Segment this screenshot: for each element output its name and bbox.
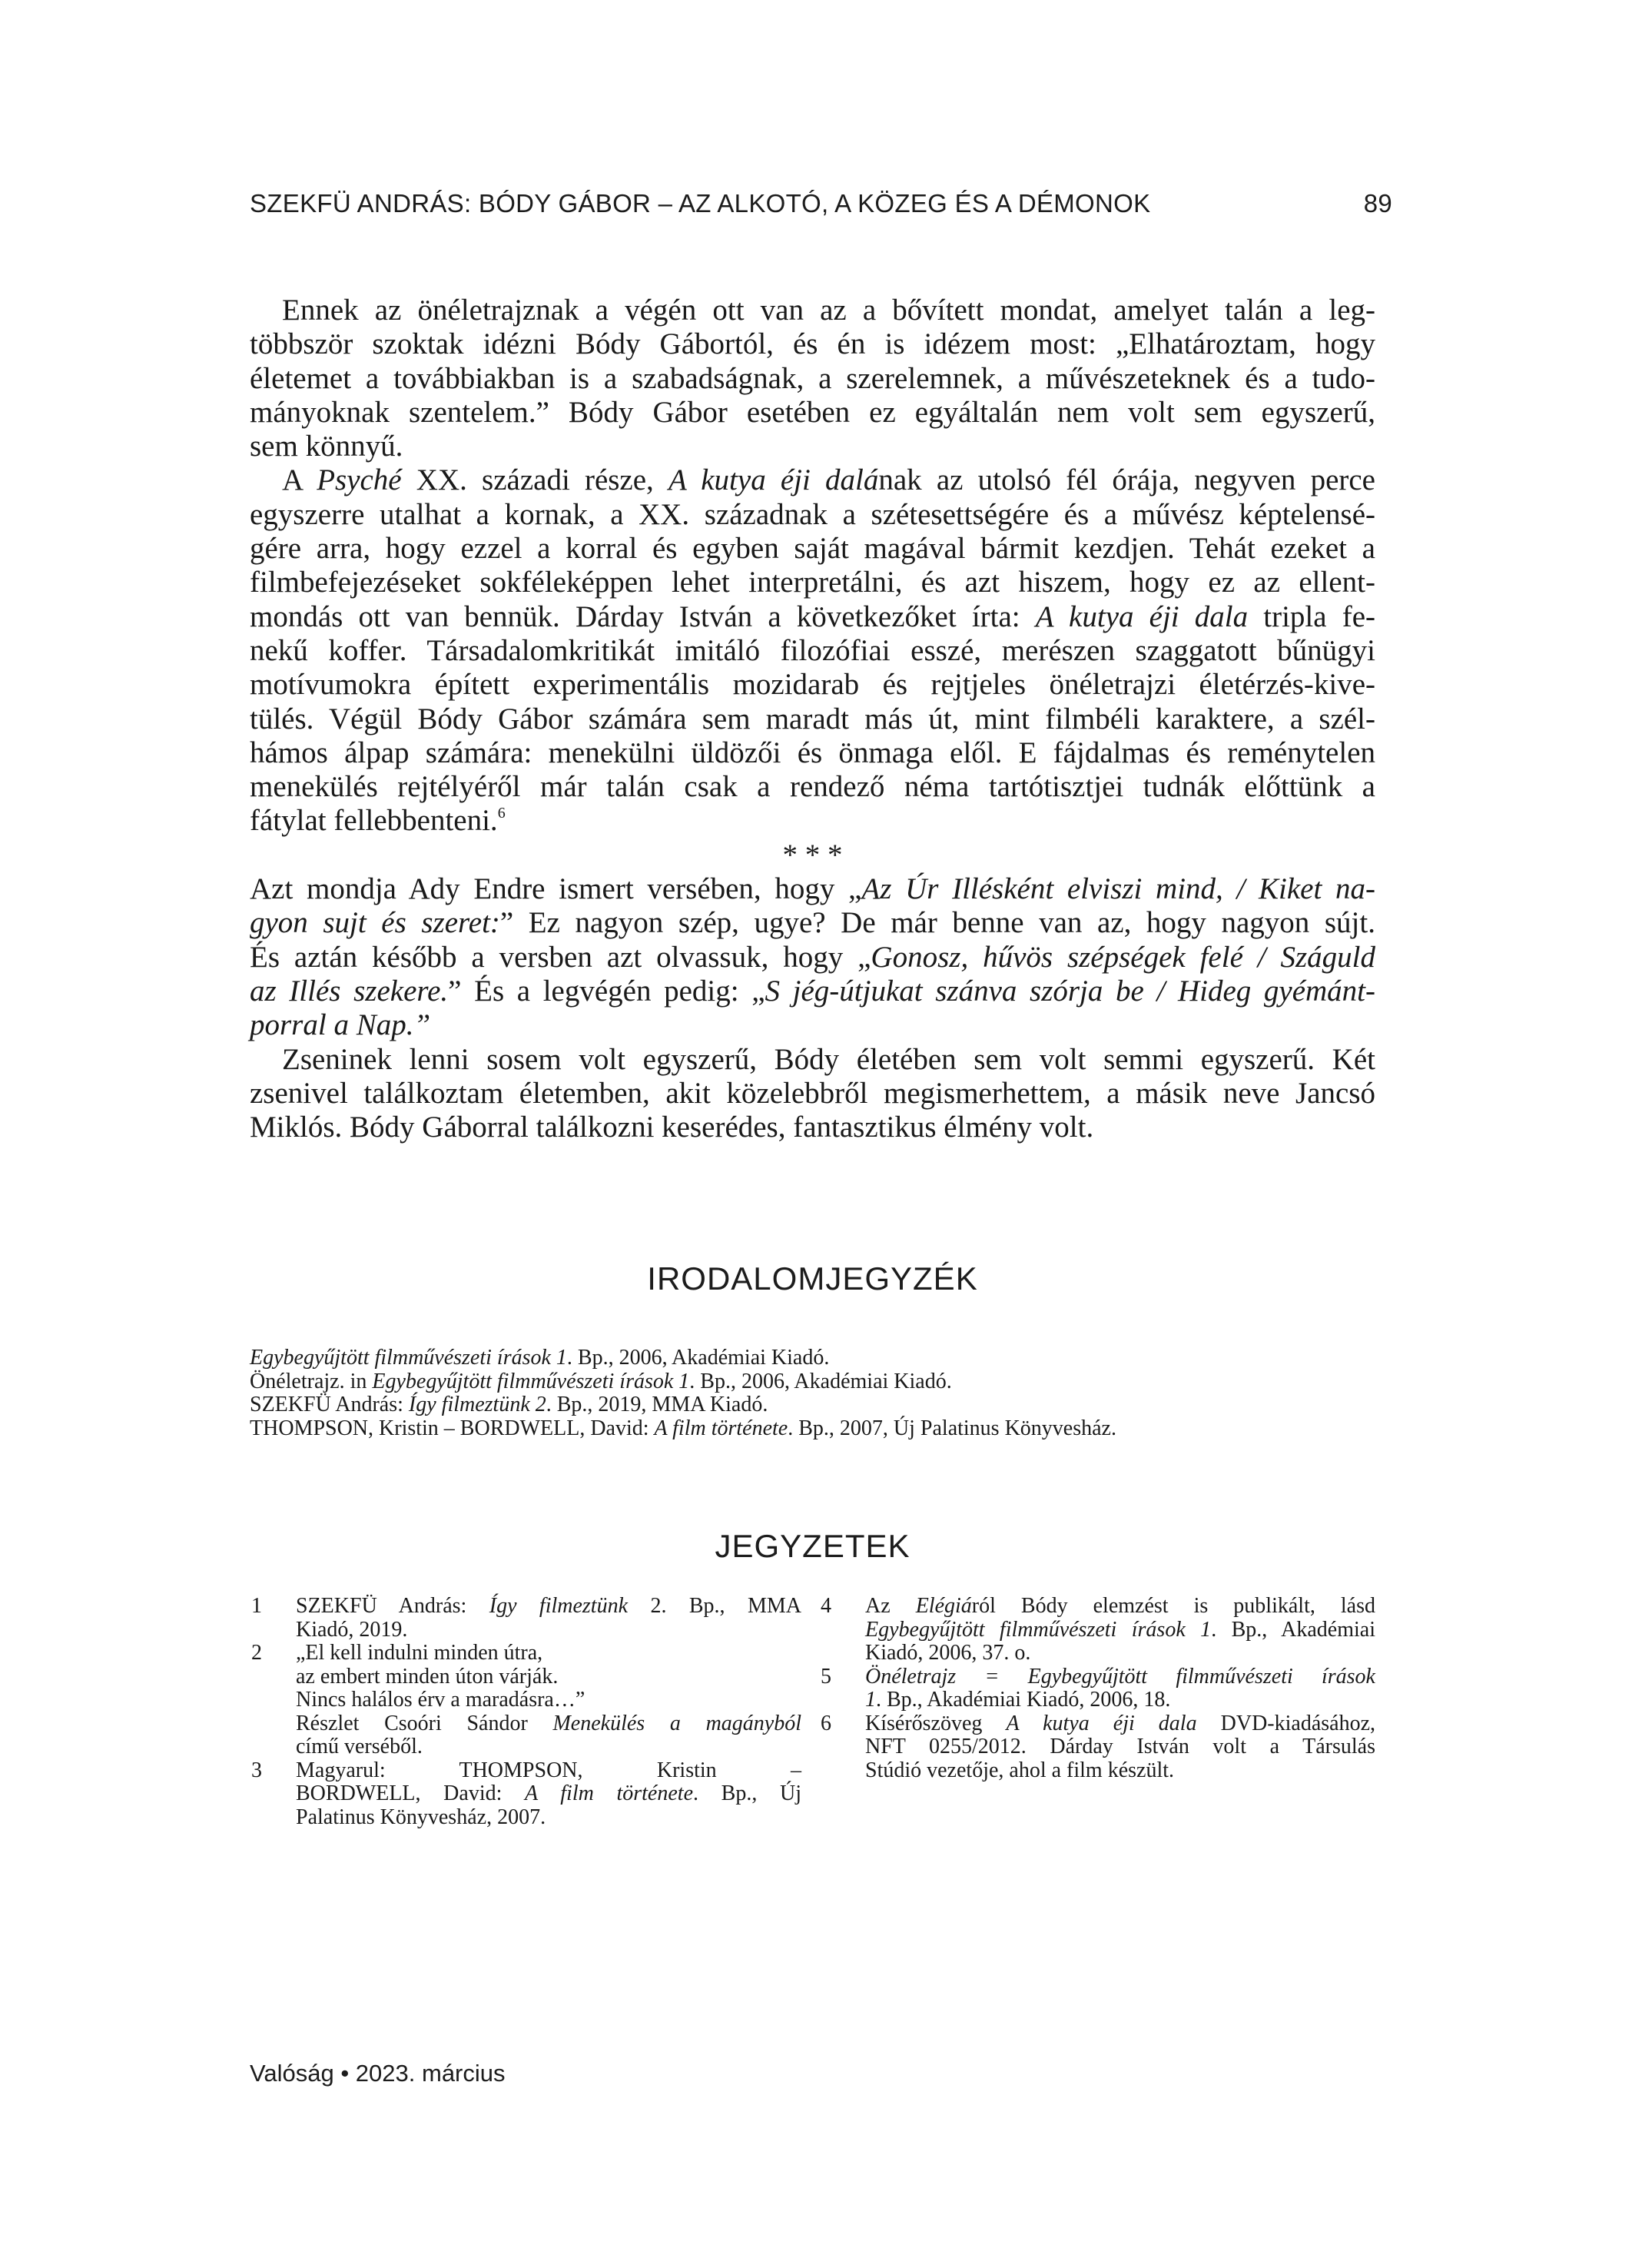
text: Kiadó, 2006, 37. o. (865, 1641, 1031, 1665)
footnote-line (296, 1712, 801, 1736)
italic-text: Egybegyűjtött filmművészeti írások 1 (250, 1346, 567, 1370)
footnote-line (865, 1665, 1375, 1689)
text: . Bp., 2019, MMA Kiadó. (546, 1393, 768, 1416)
text: hámos álpap számára: menekülni üldözői és önmaga elől. E fájdalmas és reménytelen (250, 736, 1375, 769)
italic-text: porral a Nap.” (250, 1008, 431, 1042)
body-line (250, 1008, 1375, 1042)
italic-text: Így filmeztünk 2 (408, 1393, 546, 1416)
italic-text: Menekülés a magányból (552, 1711, 801, 1735)
text: Zseninek lenni sosem volt egyszerű, Bódy életében sem volt semmi egyszerű. Két (282, 1042, 1375, 1076)
body-line (250, 668, 1375, 702)
italic-text: Egybegyűjtött filmművészeti írások 1 (865, 1617, 1212, 1642)
body-line (250, 498, 1375, 532)
footnote-line (865, 1595, 1375, 1619)
body-line (250, 566, 1375, 599)
italic-text: 1 (865, 1688, 876, 1712)
notes-column-right (821, 1595, 1375, 1782)
text: tülés. Végül Bódy Gábor számára sem maradt más út, mint filmbéli karaktere, a szél- (250, 702, 1375, 736)
footnote-line (296, 1759, 801, 1783)
body-line (250, 327, 1375, 361)
footnote-item (251, 1595, 801, 1642)
footnote-number: 1 (251, 1594, 262, 1618)
body-line (250, 804, 1375, 838)
italic-text: Így filmeztünk (489, 1594, 629, 1618)
text: mondás ott van bennük. Dárday István a következőket írta: (250, 599, 1036, 633)
bibliography-entry (250, 1370, 1375, 1394)
text: Kísérőszöveg (865, 1711, 1007, 1735)
text: motívumokra épített experimentális mozidarab és rejtjeles önéletrajzi életérzés-kive- (250, 668, 1375, 702)
body-line (250, 294, 1375, 327)
text: az embert minden úton várják. (296, 1664, 559, 1689)
italic-text: A kutya éji dala (1035, 599, 1249, 633)
footnote-line (865, 1759, 1375, 1783)
footnote-line (865, 1712, 1375, 1736)
italic-text: Elégiá (915, 1594, 972, 1618)
text: mányoknak szentelem.” Bódy Gábor esetében ez egyáltalán nem volt sem egyszerű, (250, 395, 1375, 429)
text: Ennek az önéletrajznak a végén ott van az a bővített mondat, amelyet talán a leg- (282, 294, 1375, 327)
running-header-title: SZEKFÜ ANDRÁS: BÓDY GÁBOR – AZ ALKOTÓ, A KÖZEG ÉS A DÉMONOK (250, 189, 1151, 218)
text: SZEKFÜ András: (296, 1594, 489, 1618)
bibliography-list (250, 1347, 1375, 1440)
body-line (250, 736, 1375, 770)
footnote-line (296, 1642, 801, 1665)
body-line (250, 634, 1375, 668)
footnote-line (296, 1665, 801, 1689)
text: „El kell indulni minden útra, (296, 1641, 543, 1665)
footnote-number: 3 (251, 1758, 262, 1782)
text: . Bp., Akadémiai (1211, 1617, 1375, 1642)
body-line (250, 770, 1375, 804)
text: egyszerre utalhat a kornak, a XX. századnak a szétesettségére és a művész képtelensé- (250, 497, 1375, 531)
body-line (250, 532, 1375, 566)
footnote-item (251, 1642, 801, 1759)
bibliography-heading: IRODALOMJEGYZÉK (647, 1260, 978, 1297)
article-body (250, 294, 1375, 1144)
text: És aztán később a versben azt olvassuk, hogy „ (250, 940, 871, 974)
italic-text: Psyché (317, 463, 402, 497)
body-line (250, 975, 1375, 1008)
footnote-line (296, 1689, 801, 1712)
text: * * * (782, 838, 843, 872)
text: Magyarul: THOMPSON, Kristin – (296, 1758, 801, 1782)
italic-text: az Illés szekere. (250, 974, 449, 1008)
text: zsenivel találkoztam életemben, akit közelebbről megismerhettem, a másik neve Jancsó (250, 1076, 1375, 1110)
text: sem könnyű. (250, 430, 403, 463)
text: nak az utolsó fél órája, negyven perce (878, 463, 1375, 497)
footnote-item (821, 1665, 1375, 1712)
body-line (250, 906, 1375, 940)
italic-text: A kutya éji dala (1006, 1711, 1197, 1735)
text: menekülés rejtélyéről már talán csak a rendező néma tartótisztjei tudnák előttünk a (250, 770, 1375, 804)
footnote-number: 6 (821, 1711, 831, 1735)
text: életemet a továbbiakban is a szabadságnak, a szerelemnek, a művészeteknek és a tudo- (250, 361, 1375, 395)
text: Palatinus Könyvesház, 2007. (296, 1805, 546, 1829)
text: . Bp., Új (693, 1782, 801, 1805)
footnote-number: 2 (251, 1641, 262, 1665)
italic-text: A film története (654, 1416, 788, 1440)
bibliography-entry (250, 1393, 1375, 1417)
footnote-number: 5 (821, 1664, 831, 1689)
text: SZEKFÜ András: (250, 1393, 409, 1416)
text: Részlet Csoóri Sándor (296, 1711, 553, 1735)
footnote-item (251, 1759, 801, 1830)
text: Miklós. Bódy Gáborral találkozni keserédes, fantasztikus élmény volt. (250, 1111, 1094, 1144)
text: ról Bódy elemzést is publikált, lásd (971, 1594, 1375, 1618)
body-line (250, 600, 1375, 634)
text: Azt mondja Ady Endre ismert versében, hogy „ (250, 872, 862, 906)
running-header (250, 189, 1392, 220)
body-line (250, 1111, 1375, 1144)
bibliography-entry (250, 1417, 1375, 1441)
notes-column-left (251, 1595, 801, 1829)
italic-text: S jég-útjukat szánva szórja be / Hideg gyémánt- (765, 974, 1375, 1008)
text: 2. Bp., MMA (628, 1594, 801, 1618)
text: XX. századi része, (401, 463, 668, 497)
body-line (250, 1077, 1375, 1111)
body-line (250, 463, 1375, 497)
text: . Bp., Akadémiai Kiadó, 2006, 18. (876, 1688, 1171, 1712)
body-line (250, 872, 1375, 906)
body-line (250, 430, 1375, 463)
text: tripla fe- (1248, 599, 1375, 633)
notes-heading: JEGYZETEK (715, 1528, 911, 1564)
footnote-line (865, 1619, 1375, 1642)
text: . Bp., 2007, Új Palatinus Könyvesház. (788, 1416, 1116, 1440)
text: THOMPSON, Kristin – BORDWELL, David: (250, 1416, 655, 1440)
footer-journal-issue: Valóság • 2023. március (250, 2060, 506, 2087)
text: DVD-kiadásához, (1196, 1711, 1376, 1735)
body-line (250, 702, 1375, 736)
footnote-item (821, 1712, 1375, 1783)
footnote-line (296, 1595, 801, 1619)
italic-text: Az Úr Illésként elviszi mind, / Kiket na- (861, 872, 1375, 906)
text: fátylat fellebbenteni. (250, 804, 498, 838)
footnote-line (296, 1735, 801, 1759)
body-line (250, 941, 1375, 975)
italic-text: Önéletrajz = Egybegyűjtött filmművészeti írások (865, 1664, 1375, 1689)
footnote-number: 4 (821, 1594, 831, 1618)
italic-text: Gonosz, hűvös szépségek felé / Száguld (871, 940, 1375, 974)
footnote-line (296, 1806, 801, 1830)
body-line (250, 362, 1375, 396)
italic-text: A film története (525, 1782, 693, 1805)
footnote-line (865, 1735, 1375, 1759)
footnote-line (296, 1619, 801, 1642)
footnote-line (865, 1689, 1375, 1712)
text: . Bp., 2006, Akadémiai Kiadó. (566, 1346, 830, 1370)
section-separator (250, 838, 1375, 872)
footnote-marker[interactable]: 6 (497, 805, 506, 822)
text: című verséből. (296, 1735, 423, 1758)
footnote-line (296, 1782, 801, 1806)
bibliography-entry (250, 1347, 1375, 1370)
text: ” És a legvégén pedig: „ (448, 974, 765, 1008)
text: Stúdió vezetője, ahol a film készült. (865, 1758, 1175, 1782)
text: Nincs halálos érv a maradásra…” (296, 1688, 585, 1712)
text: többször szoktak idézni Bódy Gábortól, és én is idézem most: „Elhatároztam, hogy (250, 327, 1375, 361)
text: filmbefejezéseket sokféleképpen lehet interpretálni, és azt hiszem, hogy ez az ellent- (250, 566, 1375, 599)
italic-text: gyon sujt és szeret: (250, 906, 500, 940)
page-number: 89 (1363, 189, 1392, 218)
text: gére arra, hogy ezzel a korral és egyben saját magával bármit kezdjen. Tehát ezeket a (250, 532, 1375, 566)
text: Önéletrajz. in (250, 1369, 373, 1393)
body-line (250, 1043, 1375, 1077)
text: Kiadó, 2019. (296, 1617, 408, 1642)
footnote-line (865, 1642, 1375, 1665)
text: nekű koffer. Társadalomkritikát imitáló filozófiai esszé, merészen szaggatott bűnügyi (250, 633, 1375, 667)
italic-text: A kutya éji dalá (668, 463, 879, 497)
text: NFT 0255/2012. Dárday István volt a Társulás (865, 1735, 1375, 1758)
footnote-item (821, 1595, 1375, 1665)
text: . Bp., 2006, Akadémiai Kiadó. (689, 1369, 952, 1393)
text: A (282, 463, 317, 497)
italic-text: Egybegyűjtött filmművészeti írások 1 (372, 1369, 690, 1393)
text: ” Ez nagyon szép, ugye? De már benne van az, hogy nagyon sújt. (499, 906, 1375, 940)
text: Az (865, 1594, 916, 1618)
body-line (250, 396, 1375, 430)
text: BORDWELL, David: (296, 1782, 526, 1805)
